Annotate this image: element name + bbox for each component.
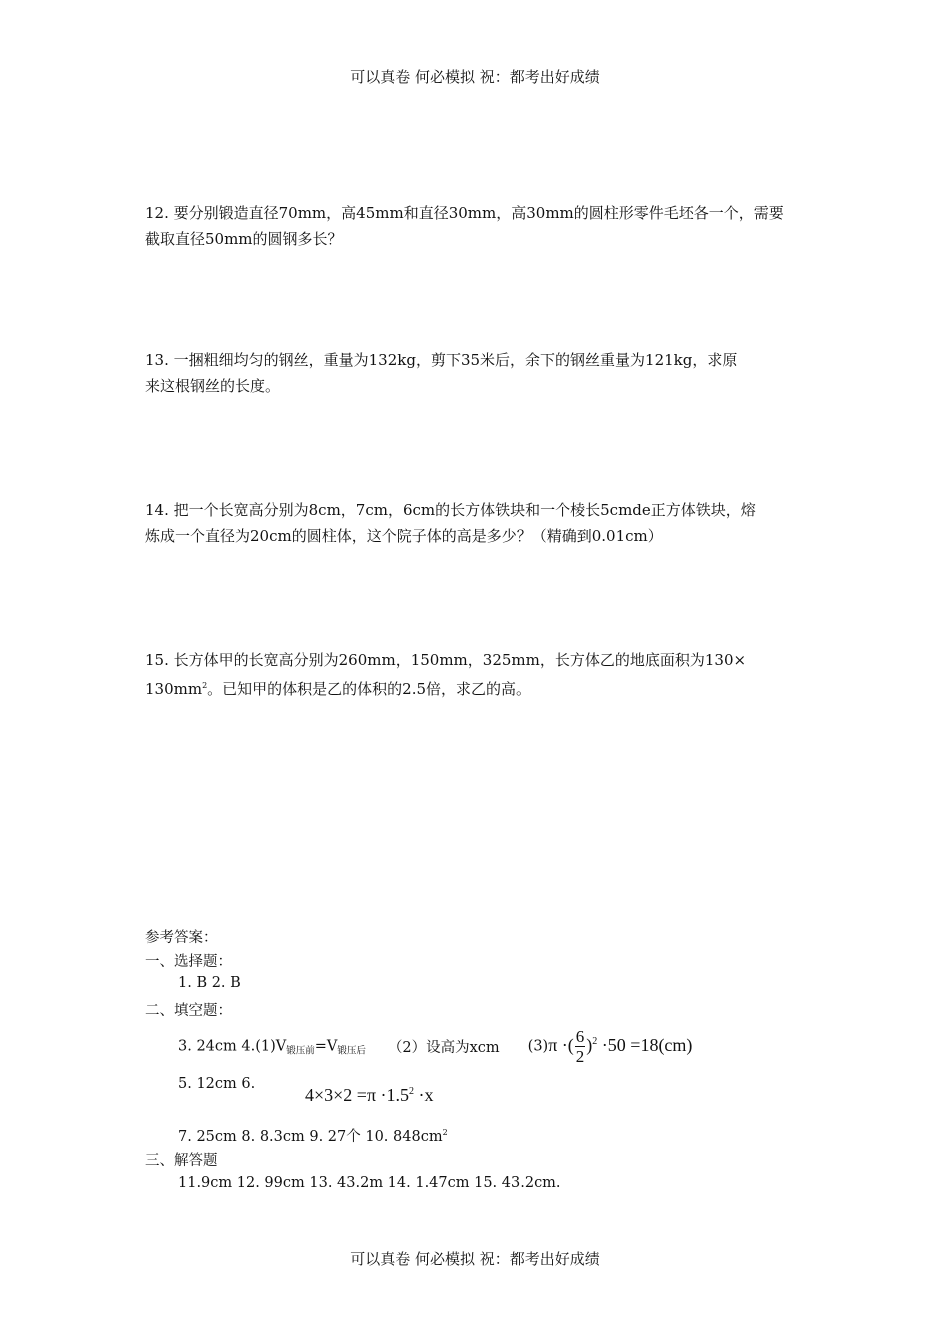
fraction-6-over-2: $\frac{6}{2}$: [575, 1027, 585, 1066]
page-footer: 可以真卷 何必模拟 祝：都考出好成绩: [350, 1250, 600, 1268]
answer-row-5-6: 5. 12cm 6.: [178, 1076, 256, 1092]
question-12-line-2: 截取直径50mm的圆钢多长？: [145, 230, 343, 248]
question-15-line-1: 15. 长方体甲的长宽高分别为260mm，150mm，325mm，长方体乙的地底面积为130×: [145, 651, 747, 669]
question-14: [145, 497, 810, 549]
formula-volume-equation: $4\times 3\times 2 =\pi \cdot 1.5^2 \cdot x$: [305, 1085, 434, 1105]
question-15-line-2: $130mm^2$。已知甲的体积是乙的体积的2.5倍，求乙的高。: [145, 680, 532, 698]
section-2-title: 二、填空题：: [145, 1003, 232, 1019]
answers-title: 参考答案：: [145, 930, 218, 946]
answer-row-3-4: 3. 24cm $4.(1)V_{锻压前}=V_{锻压后}$ （2）设高为xcm (3)π ·( $\frac{6}{2}$ )$^2$ ·50 =18(cm): [178, 1027, 693, 1066]
section-1-answers: 1. B 2. B: [178, 975, 241, 991]
formula-cylinder-height: π ·( $\frac{6}{2}$ )$^2$ ·50 =18(cm): [548, 1027, 693, 1066]
page-header: 可以真卷 何必模拟 祝：都考出好成绩: [350, 68, 600, 86]
question-13: [145, 347, 810, 399]
section-3-answers: 11.9cm 12. 99cm 13. 43.2m 14. 1.47cm 15. 43.2cm.: [178, 1175, 561, 1191]
question-13-line-2: 来这根钢丝的长度。: [145, 377, 281, 395]
answer-row-7-10: 7. 25cm 8. 8.3cm 9. 27个 10. $848cm^2$: [178, 1128, 448, 1145]
section-3-title: 三、解答题: [145, 1153, 218, 1169]
section-1-title: 一、选择题：: [145, 954, 232, 970]
question-13-line-1: 13. 一捆粗细均匀的钢丝，重量为132kg，剪下35米后，余下的钢丝重量为121kg，求原: [145, 351, 738, 369]
question-14-line-2: 炼成一个直径为20cm的圆柱体，这个院子体的高是多少？（精确到0.01cm）: [145, 527, 663, 545]
question-12-line-1: 12. 要分别锻造直径70mm，高45mm和直径30mm，高30mm的圆柱形零件毛坯各一个，需要: [145, 204, 784, 222]
question-15: [145, 647, 810, 702]
question-14-line-1: 14. 把一个长宽高分别为8cm，7cm，6cm的长方体铁块和一个棱长5cmde正方体铁块，熔: [145, 501, 756, 519]
question-12: [145, 200, 810, 252]
